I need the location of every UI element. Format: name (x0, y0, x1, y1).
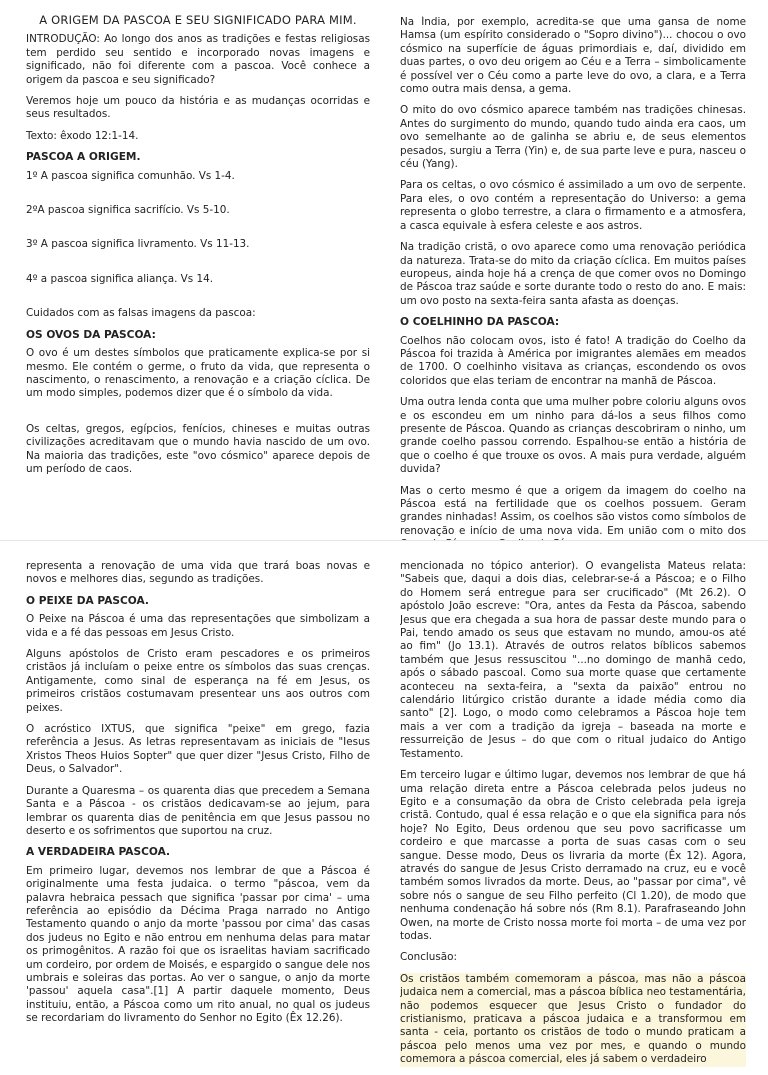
document-page-2 (0, 550, 768, 1066)
paragraph: Uma outra lenda conta que uma mulher pobre coloriu alguns ovos e os escondeu em um ninho para dá-los a seus filhos como presente de Páscoa. Quando as crianças descobriram o ninho, um grande coelho passou correndo. Espalhou-se então a história de que o coelho é que trouxe os ovos. A mais pura verdade, alguém duvida? (400, 396, 746, 476)
page1-right-column (400, 16, 746, 560)
page2-left-column (26, 560, 370, 1034)
paragraph: Na tradição cristã, o ovo aparece como uma renovação periódica da natureza. Trata-se do mito da criação cíclica. Em muitos países europeus, ainda hoje há a crença de que comer ovos no Domingo de Páscoa traz saúde e sorte durante todo o resto do ano. E mais: um ovo posto na sexta-feira santa afasta as doenças. (400, 241, 746, 307)
paragraph: Em primeiro lugar, devemos nos lembrar de que a Páscoa é originalmente uma festa judaica. o termo "páscoa, vem da palavra hebraica pessach que significa 'passar por cima' – uma referência ao episódio da Décima Praga narrado no Antigo Testamento quando o anjo da morte 'passou por cima' das casas dos judeus no Egito e não entrou em nenhuma delas para matar os primogênitos. A razão foi que os israelitas haviam sacrificado um cordeiro, por ordem de Moisés, e espargido o sangue dele nos umbrais e soleiras das portas. Ao ver o sangue, o anjo da morte 'passou' aquela casa".[1] A partir daquele momento, Deus instituiu, então, a Páscoa como um rito anual, no qual os judeus se recordariam do livramento do Senhor no Egito (Êx 12.26). (26, 864, 370, 1025)
paragraph: 4º a pascoa significa aliança. Vs 14. (26, 272, 214, 285)
paragraph: Durante a Quaresma – os quarenta dias que precedem a Semana Santa e a Páscoa - os cristãos dedicavam-se ao jejum, para lembrar os quarenta dias de penitência em que Jesus passou no deserto e os sofrimentos que suportou na cruz. (26, 784, 370, 837)
paragraph: Cuidados com as falsas imagens da pascoa: (26, 307, 256, 320)
paragraph: Na Índia, por exemplo, acredita-se que uma gansa de nome Hamsa (um espírito considerado o "Sopro divino")... chocou o ovo cósmico na superfície de águas primordiais e, daí, dividido em duas partes, o ovo deu origem ao Céu e a Terra – simbolicamente é possível ver o Céu como a parte leve do ovo, a clara, e a Terra como outra mais densa, a gema. (400, 16, 746, 96)
paragraph: O ovo é um destes símbolos que praticamente explica-se por si mesmo. Ele contém o germe, o fruto da vida, que representa o nascimento, o renascimento, a renovação e a criação cíclica. De um modo simples, podemos dizer que é o símbolo da vida. (26, 347, 370, 400)
section-heading: O PEIXE DA PASCOA. (26, 594, 149, 607)
section-heading: A VERDADEIRA PASCOA. (26, 846, 171, 859)
paragraph: Os celtas, gregos, egípcios, fenícios, chineses e muitas outras civilizações acreditavam que o mundo havia nascido de um ovo. Na maioria das tradições, este "ovo cósmico" aparece depois de um período de caos. (26, 422, 370, 475)
page1-left-column (26, 14, 370, 484)
spacer (26, 409, 370, 423)
spacer (26, 294, 370, 307)
spacer (26, 260, 370, 273)
paragraph: O mito do ovo cósmico aparece também nas tradições chinesas. Antes do surgimento do mundo, quando tudo ainda era caos, um ovo semelhante ao de galinha se abriu e, de seus elementos pesados, surgiu a Terra (Yin) e, de sua parte leve e pura, nasceu o céu (Yang). (400, 104, 746, 171)
spacer (26, 225, 370, 238)
document-title: A ORIGEM DA PASCOA E SEU SIGNIFICADO PARA MIM. (39, 14, 357, 27)
page2-right-column (400, 560, 746, 1075)
paragraph: Coelhos não colocam ovos, isto é fato! A tradição do Coelho da Páscoa foi trazida à América por imigrantes alemães em meados de 1700. O coelhinho visitava as crianças, escondendo os ovos coloridos que elas teriam de encontrar na manhã de Páscoa. (400, 334, 746, 387)
paragraph: Veremos hoje um pouco da história e as mudanças ocorridas e seus resultados. (26, 95, 370, 121)
paragraph: Para os celtas, o ovo cósmico é assimilado a um ovo de serpente. Para eles, o ovo contém a representação do Universo: a gema representa o globo terrestre, a clara o firmamento e a atmosfera, a casca equivale à esfera celeste e aos astros. (400, 179, 746, 232)
paragraph: 2ºA pascoa significa sacrifício. Vs 5-10. (26, 204, 230, 217)
paragraph: mencionada no tópico anterior). O evangelista Mateus relata: "Sabeis que, daqui a dois dias, celebrar-se-á a Páscoa; e o Filho do Homem será entregue para ser crucificado" (Mt 26.2). O apóstolo João escreve: "Ora, antes da Festa da Páscoa, sabendo Jesus que era chegada a sua hora de passar deste mundo para o Pai, tendo amado os seus que estavam no mundo, amou-os até ao fim" (Jo 13.1). Através de outros relatos bíblicos sabemos também que Jesus ressuscitou "...no domingo de manhã cedo, após o sábado pascoal. Como sua morte quase que certamente aconteceu na sexta-feira, a "sexta da paixão" entrou no calendário litúrgico cristão durante a idade média como dia santo" [2]. Logo, o modo como celebramos a Páscoa hoje tem mais a ver com a tradição da igreja – baseada na morte e ressurreição de Jesus – do que com o ritual judaico do Antigo Testamento. (400, 560, 746, 760)
paragraph: Alguns apóstolos de Cristo eram pescadores e os primeiros cristãos já incluíam o peixe entre os símbolos das suas crenças. Antigamente, como sinal de esperança na fé em Jesus, os primeiros cristãos costumavam presentear uns aos outros com peixes. (26, 648, 370, 714)
paragraph: O acróstico IXTUS, que significa "peixe" em grego, fazia referência a Jesus. As letras representavam as iniciais de "Iesus Xristos Theos Huios Sopter" que quer dizer "Jesus Cristo, Filho de Deus, o Salvador". (26, 723, 370, 776)
paragraph: 1º A pascoa significa comunhão. Vs 1-4. (26, 169, 235, 182)
paragraph: Em terceiro lugar e último lugar, devemos nos lembrar de que há uma relação direta entre a Páscoa celebrada pelos judeus no Egito e a consumação da obra de Cristo celebrada pela igreja cristã. Contudo, qual é essa relação e o que ela significa para nós hoje? No Egito, Deus ordenou que seu povo sacrificasse um cordeiro e que marcasse a porta de suas casas com o seu sangue. Desse modo, Deus os livraria da morte (Êx 12). Agora, através do sangue de Jesus Cristo derramado na cruz, eu e você também somos livrados da morte. Deus, ao "passar por cima", vê sobre nós o sangue de seu Filho perfeito (Cl 1.20), de modo que nenhuma condenação há sobre nós (Rm 8.1). Parafraseando John Owen, na morte de Cristo nossa morte foi morta – de uma vez por todas. (400, 769, 746, 942)
highlighted-paragraph: Os cristãos também comemoram a páscoa, mas não a páscoa judaica nem a comercial, mas a páscoa bíblica neo testamentária, não podemos esquecer que Jesus Cristo o fundador do cristianismo, praticava a páscoa judaica e a transformou em santa - ceia, portanto os cristãos de todo o mundo praticam a páscoa pelo menos uma vez por mes, e quando o mundo comemora a páscoa comercial, eles já sabem o verdadeiro (400, 972, 746, 1066)
section-heading: PASCOA A ORIGEM. (26, 151, 141, 164)
paragraph: Texto: êxodo 12:1-14. (26, 129, 139, 142)
paragraph: 3º A pascoa significa livramento. Vs 11-13. (26, 238, 250, 251)
paragraph: O Peixe na Páscoa é uma das representações que simbolizam a vida e a fé das pessoas em Jesus Cristo. (26, 613, 370, 639)
section-heading: O COELHINHO DA PASCOA: (400, 316, 560, 329)
section-heading: OS OVOS DA PASCOA: (26, 328, 156, 341)
paragraph: Conclusão: (400, 951, 458, 964)
paragraph: representa a renovação de uma vida que trará boas novas e novos e melhores dias, segundo as tradições. (26, 560, 370, 586)
paragraph: Mas o certo mesmo é que a origem da imagem do coelho na Páscoa está na fertilidade que os coelhos possuem. Geram grandes ninhadas! Assim, os coelhos são vistos como símbolos de renovação e início de uma nova vida. Em união com o mito dos (400, 484, 746, 537)
paragraph: INTRODUÇÃO: Ao longo dos anos as tradições e festas religiosas tem perdido seu sentido e incorporado novas imagens e significado, não foi diferente com a pascoa. Você conhece a origem da pascoa e seu significado? (26, 33, 370, 86)
spacer (26, 191, 370, 204)
